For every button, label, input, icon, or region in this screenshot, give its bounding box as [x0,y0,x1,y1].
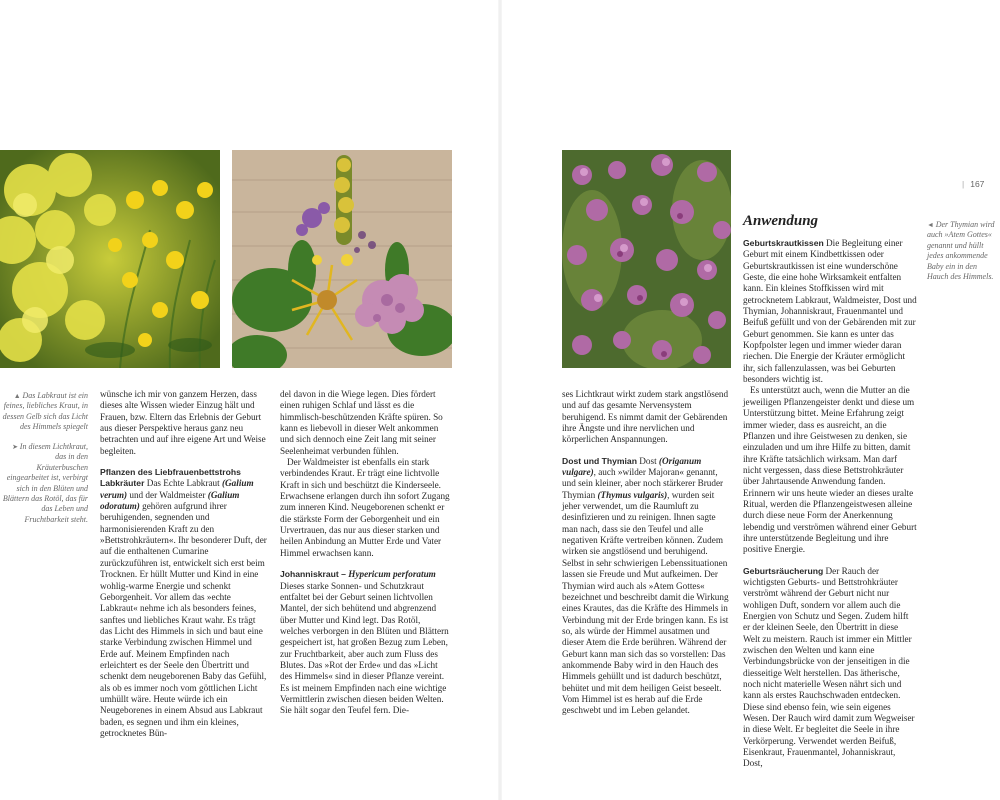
paragraph-johanniskraut: Johanniskraut – Hypericum perforatum Dieses starke Sonnen- und Schutzkraut entfaltet bei der Geburt seinen lichtvollen Mantel, der sich behütend und abgrenzend über Mutter und Kind legt. Das Rotöl, welches verborgen in den Blüten und Blättern gespeichert ist, hat großen Bezug zum Leben, zur Fruchtbarkeit, aber auch zum Fluss des Blutes. Das »Rot der Erde« und das »Licht des Himmels« sind in dieser Pflanze vereint. Es ist meinem Empfinden nach eine wichtige Vermittlerin zwischen diesen beiden Welten. Sie hält sogar den Teufel fern. Die- [280,569,449,716]
paragraph: wünsche ich mir von ganzem Herzen, dass dieses alte Wissen wieder Einzug hält und Frauen, bzw. Eltern das Erlebnis der Geburt aus dieser Perspektive heraus ganz neu betrachten und auf ihre eigene Art und Weise begleiten. [100,389,266,456]
paragraph-geburtskrautkissen: Geburtskrautkissen Die Begleitung einer Geburt mit einem Kindbettkissen oder Geburtskrautkissen ist eine wunderschöne Geste, die eine hohe Wirksamkeit entfalten kann. Ein kleines Stoffkissen wird mit getrocknetem Labkraut, Waldmeister, Dost und Thymian, Johanniskraut, Frauenmantel und Beifuß gefüllt und von der Gebärenden mit zur Geburt genommen. Sie kann es unter das Kopfpolster legen und immer wieder daran riechen. Die Energie der Kräuter ermöglicht ihr, sich fallenzulassen, was bei Geburten besonders wichtig ist. [743,238,917,385]
text-column-4 [743,238,917,770]
text-column-2 [280,389,450,717]
paragraph-dost-thymian: Dost und Thymian Dost (Origanum vulgare), auch »wilder Majoran« genannt, und sein kleiner, aber noch stärkerer Bruder Thymian (Thymus vulgaris), wurden seit jeher verwendet, um die Raumluft zu desinfizieren und zu reinigen. Ihnen sagte man nach, dass sie den Teufel und alle negativen Kräfte vertreiben können. Zudem wirken sie angstlösend und beruhigend. Selbst in sehr schwierigen Lebenssituationen lassen sie Freude und Mut aufkeimen. Der Thymian wird auch als »Atem Gottes« bezeichnet und beschreibt damit die Wirkung eines Krautes, das die Kräfte des Himmels in Verbindung mit der Erde bringen kann. Es ist so, als würde der Himmel ausatmen und dieser Atem die Erde berühren. Während der Geburt kann man sich das so vorstellen: Das ankommende Baby wird in den Hauch des Himmels gehüllt und ist dadurch beschützt, behütet und mit dem heiligen Geist beseelt. Vom Himmel ist es herab auf die Erde geschwebt und im Leben gelandet. [562,455,729,716]
triangle-up-icon: ▲ [13,392,23,400]
text-column-3 [562,389,731,717]
caption-lichtkraut: ➤ In diesem Lichtkraut, das in den Kräuterbuschen eingearbeitet ist, verbirgt sich in den Blüten und Blättern das Rotöl, das für das Leben und Fruchtbarkeit steht. [2,442,88,524]
paragraph-geburtsraeucherung: Geburtsräucherung Der Rauch der wichtigsten Geburts- und Bettstrohkräuter verströmt während der Geburt nicht nur wohligen Duft, sondern vor allem auch die Energien von Schutz und Segen. Zudem hilft er der kleinen Seele, den Übertritt in diese Welt zu meistern. Rauch ist immer ein Mittler zwischen den Welten und kann eine Verbindungsbrücke von der jenseitigen in die diesseitige Welt herstellen. Das ätherische, noch nicht materielle Wesen nährt sich und kann als erstes Rauchschwaden entdecken. Diese sind ebenso fein, wie sein eigenes Wesen. Der Rauch wird damit zum Wegweiser in diese Welt. Er begleitet die Seele in ihre Verkörperung. Verwendet werden Beifuß, Eisenkraut, Frauenmantel, Johanniskraut, Dost, [743,565,915,769]
paragraph: ses Lichtkraut wirkt zudem stark angstlösend und auf das gesamte Nervensystem beruhigend. Es nimmt damit der Gebärenden ihre Ängste und ihre nervlichen und körperlichen Anspannungen. [562,389,729,445]
page-number: | 167 [962,179,985,189]
section-title-anwendung: Anwendung [743,213,819,229]
photo-thymian [562,150,731,368]
arrow-right-icon: ➤ [12,443,20,451]
caption-thymian: ◄ Der Thymian wird auch »Atem Gottes« genannt und hüllt jedes ankommende Baby ein in den Hauch des Himmels. [927,220,995,282]
photo-kraeuterbuschen [232,150,452,368]
paragraph-labkraeuter: Labkräuter Das Echte Labkraut (Galium verum) und der Waldmeister (Galium odoratum) gehören aufgrund ihrer beruhigenden, segnenden und harmonisierenden Kraft zu den »Bettstrohkräutern«. Ihr besonderer Duft, der auf die enthaltenen Cumarine zurückzuführen ist, entwickelt sich erst beim Trocknen. Er hüllt Mutter und Kind in eine wohlig-warme Energie und schenkt Geborgenheit. Vor allem das »echte Labkraut« nehme ich als besonders feines, sanftes und liebliches Kraut wahr. Es trägt das Licht des Himmels in sich und baut eine starke Verbindung zwischen Himmel und Erde auf. Meinem Empfinden nach erleichtert es der Seele den Übertritt und schenkt dem neugeborenen Baby das Gefühl, als ob es immer noch vom göttlichen Licht umhüllt wäre. Heute würde ich ein Neugeborenes in einem Absud aus Labkraut baden, es segnen und ihm ein kleines, getrocknetes Bün- [100,478,267,738]
book-gutter [498,0,502,800]
arrow-left-icon: ◄ [927,221,936,229]
caption-labkraut: ▲ Das Labkraut ist ein feines, liebliches Kraut, in dessen Gelb sich das Licht des Himmels spiegelt [2,391,88,432]
paragraph: Der Waldmeister ist ebenfalls ein stark verbindendes Kraut. Er trägt eine lichtvolle Kraft in sich und beschützt die Kinderseele. Erwachsene erlangen durch ihn sofort Zugang zum inneren Kind. Neugeborenen schenkt er die stärkste Form der Geborgenheit und ein Urvertrauen, das nur aus dieser starken und heilen Anbindung an Mutter Erde und Vater Himmel erwachsen kann. [280,457,450,558]
paragraph: Es unterstützt auch, wenn die Mutter an die jeweiligen Pflanzengeister denkt und diese um Unterstützung bittet. Meine Erfahrung zeigt immer wieder, dass es ausreicht, an die Pflanzen und ihre Geistwesen zu denken, sie einzuladen und um ihre Hilfe zu bitten, damit ihre Kräfte tatsächlich wirksam. Man darf nicht vergessen, dass diese Bettstrohkräuter über Jahrtausende Anwendung fanden. Erinnern wir uns heute wieder an dieses uralte Ritual, werden die Pflanzengeistwesen alleine durch diese neue Form der Anerkennung lebendig und verströmen während einer Geburt ihre unterstützende Begleitung und ihre positive Energie. [743,385,917,555]
text-column-1 [100,389,268,739]
section-heading: Pflanzen des Liebfrauenbettstrohs [100,467,241,478]
paragraph: del davon in die Wiege legen. Dies fördert einen ruhigen Schlaf und lässt es die himmlisch-beschützenden Kräfte spüren. So kann es liebevoll in dieser Welt ankommen und sich dennoch eine Zeit lang mit seiner Seelenheimat verbunden fühlen. [280,389,443,456]
photo-labkraut [0,150,220,368]
